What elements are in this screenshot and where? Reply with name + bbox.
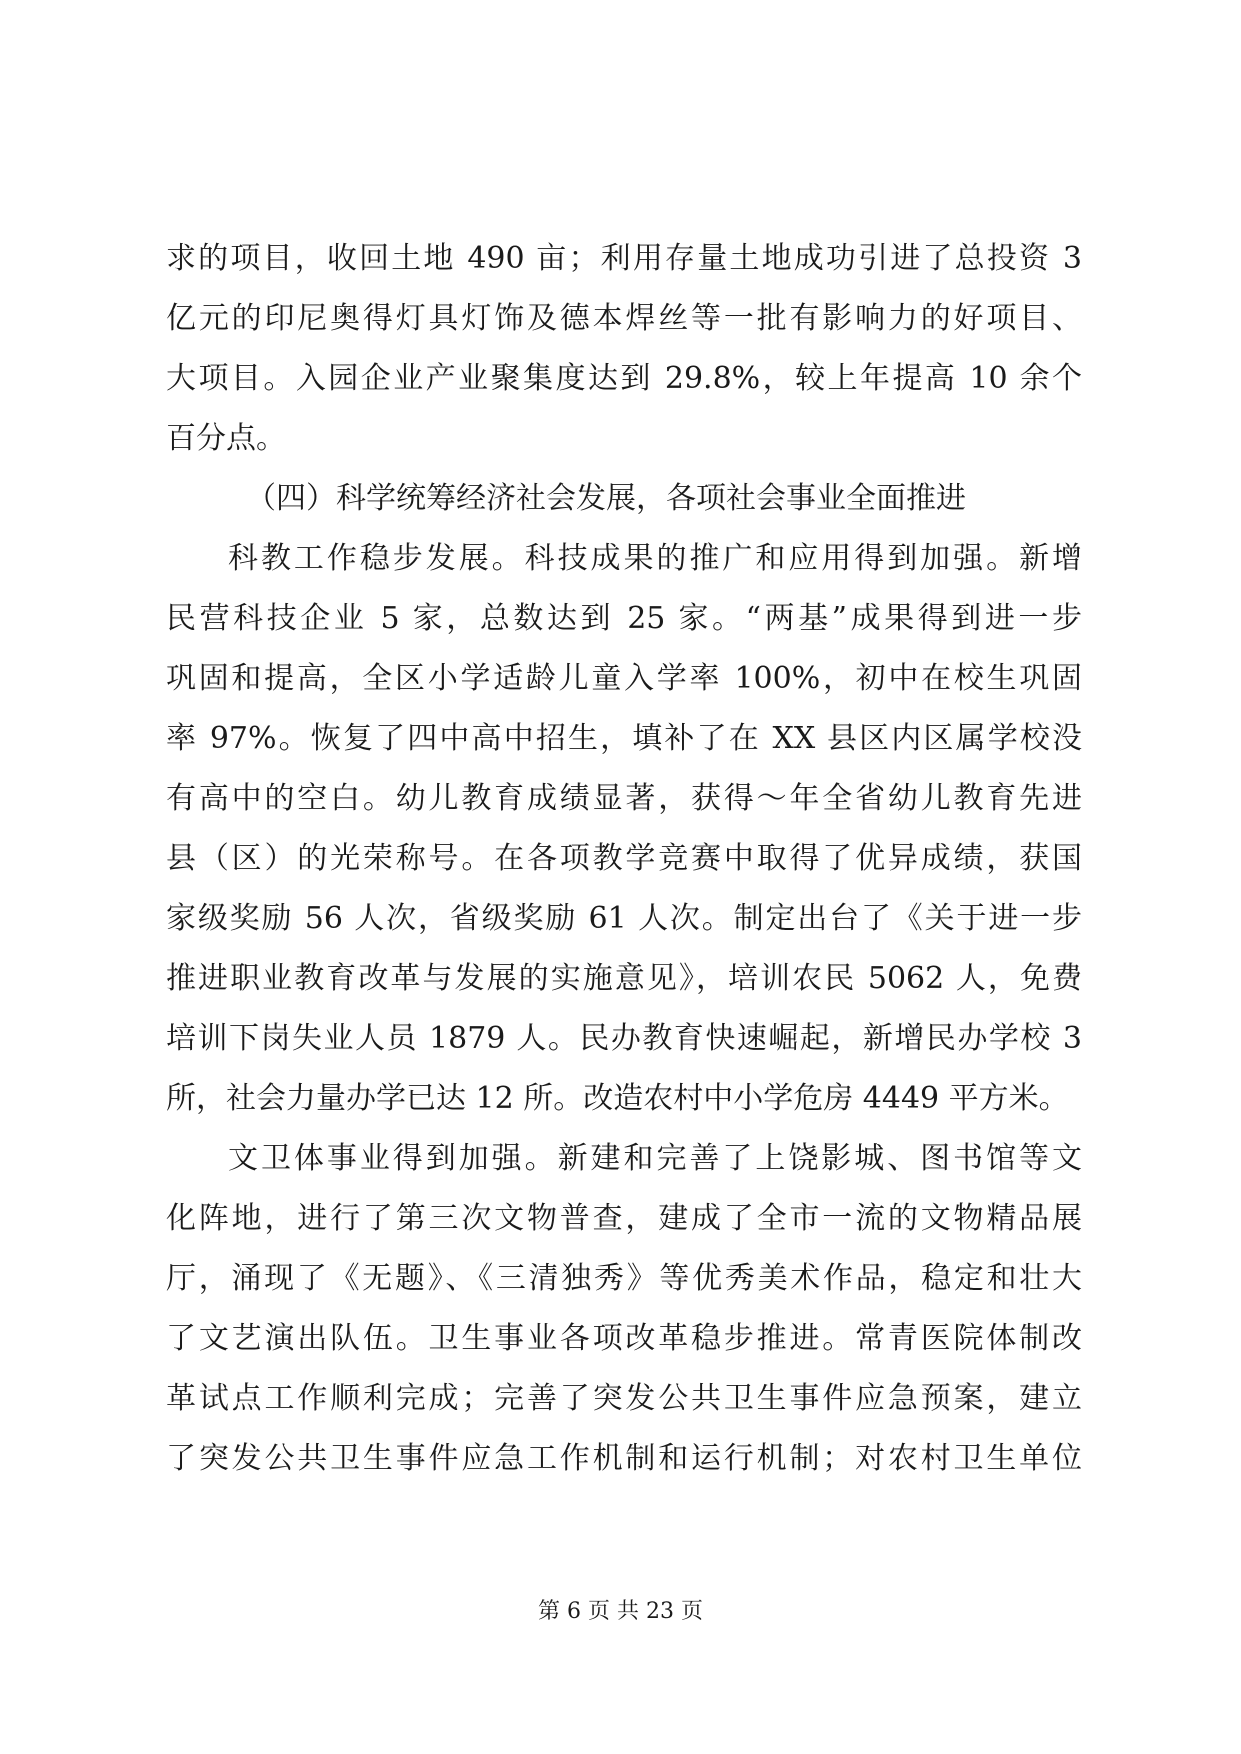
- text-line: 革试点工作顺利完成；完善了突发公共卫生事件应急预案，建立: [166, 1381, 1082, 1416]
- text-line: 科教工作稳步发展。科技成果的推广和应用得到加强。新增: [228, 541, 1082, 576]
- text-line: 亿元的印尼奥得灯具灯饰及德本焊丝等一批有影响力的好项目、: [166, 301, 1082, 336]
- text-line: 百分点。: [166, 421, 286, 456]
- text-line: 了突发公共卫生事件应急工作机制和运行机制；对农村卫生单位: [166, 1441, 1082, 1476]
- document-body: [166, 229, 1082, 1489]
- text-line: 巩固和提高，全区小学适龄儿童入学率 100%，初中在校生巩固: [166, 661, 1082, 696]
- page-number-footer: 第 6 页 共 23 页: [538, 1599, 703, 1624]
- text-line: 有高中的空白。幼儿教育成绩显著，获得～年全省幼儿教育先进: [166, 781, 1082, 816]
- text-line: 培训下岗失业人员 1879 人。民办教育快速崛起，新增民办学校 3: [166, 1021, 1082, 1056]
- text-line: 大项目。入园企业产业聚集度达到 29.8%，较上年提高 10 余个: [166, 361, 1082, 396]
- text-line: 家级奖励 56 人次，省级奖励 61 人次。制定出台了《关于进一步: [166, 901, 1082, 936]
- text-line: 所，社会力量办学已达 12 所。改造农村中小学危房 4449 平方米。: [166, 1081, 1069, 1116]
- text-line: 县（区）的光荣称号。在各项教学竞赛中取得了优异成绩，获国: [166, 841, 1082, 876]
- text-line: 厅，涌现了《无题》、《三清独秀》等优秀美术作品，稳定和壮大: [166, 1261, 1082, 1296]
- text-line: 化阵地，进行了第三次文物普查，建成了全市一流的文物精品展: [166, 1201, 1082, 1236]
- text-line: 文卫体事业得到加强。新建和完善了上饶影城、图书馆等文: [228, 1141, 1082, 1176]
- text-line: 率 97%。恢复了四中高中招生，填补了在 XX 县区内区属学校没: [166, 721, 1082, 756]
- text-line: 求的项目，收回土地 490 亩；利用存量土地成功引进了总投资 3: [166, 241, 1082, 276]
- text-line: 民营科技企业 5 家，总数达到 25 家。“两基”成果得到进一步: [166, 601, 1082, 636]
- section-heading: （四）科学统筹经济社会发展，各项社会事业全面推进: [246, 481, 966, 516]
- text-line: 推进职业教育改革与发展的实施意见》，培训农民 5062 人，免费: [166, 961, 1082, 996]
- text-line: 了文艺演出队伍。卫生事业各项改革稳步推进。常青医院体制改: [166, 1321, 1082, 1356]
